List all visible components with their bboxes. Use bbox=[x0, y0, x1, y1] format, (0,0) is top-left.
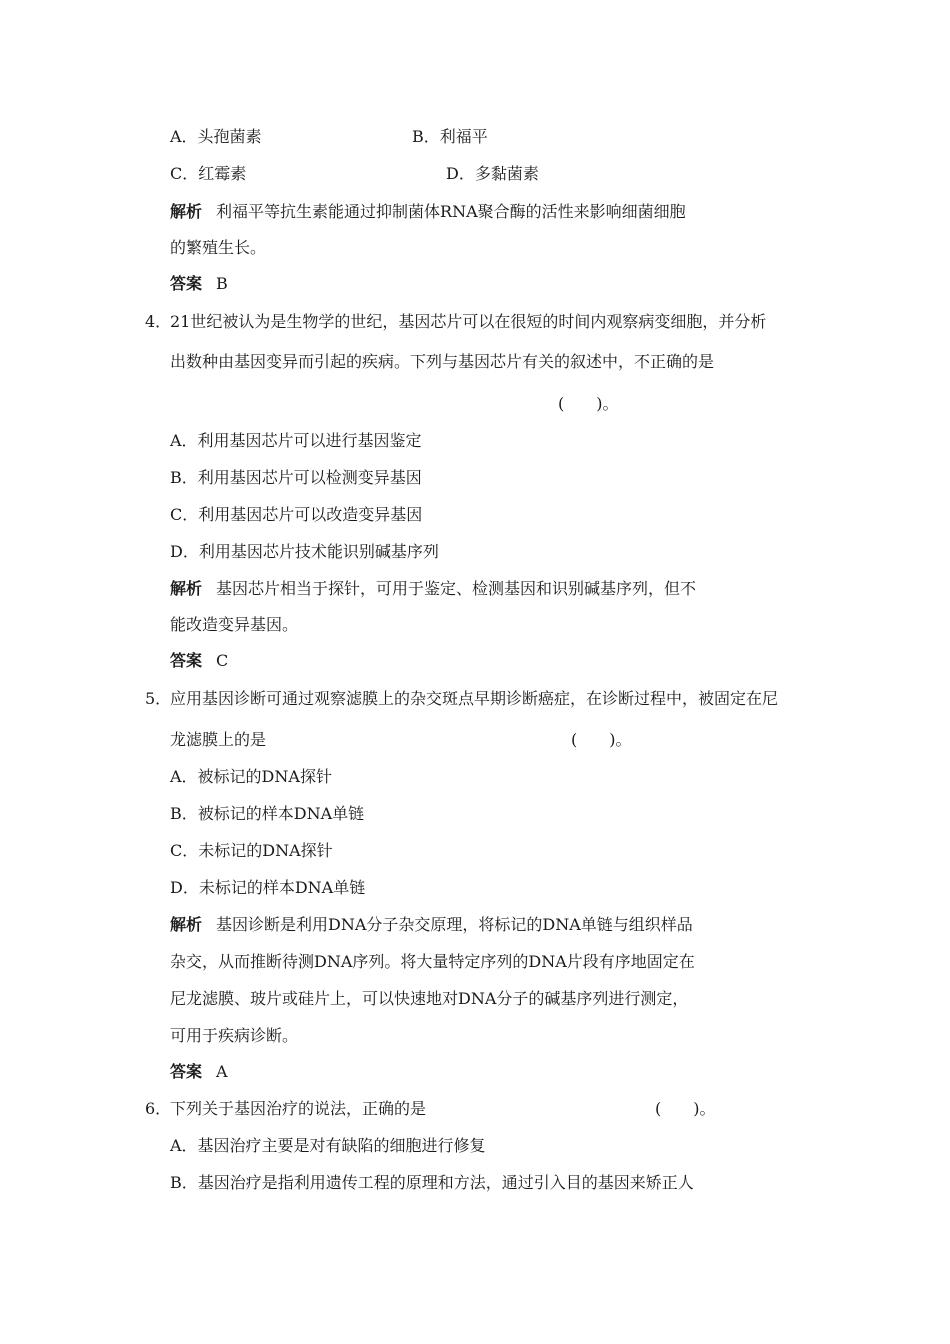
analysis-text: 基因芯片相当于探针，可用于鉴定、检测基因和识别碱基序列，但不 bbox=[216, 579, 697, 598]
q6-stem bbox=[145, 1099, 426, 1119]
question-number: 5． bbox=[145, 689, 172, 708]
answer-label: 答案 bbox=[170, 651, 203, 670]
analysis-text: 利福平等抗生素能通过抑制菌体RNA聚合酶的活性来影响细菌细胞 bbox=[216, 202, 686, 221]
q4-option-b: B．利用基因芯片可以检测变异基因 bbox=[170, 468, 422, 487]
stem-text: 下列关于基因治疗的说法，正确的是 bbox=[170, 1099, 427, 1118]
q5-analysis bbox=[170, 915, 693, 935]
q5-answer-blank: ( )。 bbox=[571, 730, 632, 749]
question-number: 4． bbox=[145, 312, 172, 331]
q3-analysis bbox=[170, 202, 686, 222]
answer-label: 答案 bbox=[170, 1062, 203, 1081]
q5-option-d: D．未标记的样本DNA单链 bbox=[170, 878, 366, 897]
q5-answer bbox=[170, 1062, 228, 1082]
q4-answer bbox=[170, 651, 228, 671]
q4-analysis bbox=[170, 579, 696, 599]
q5-analysis-cont-1: 杂交，从而推断待测DNA序列。将大量特定序列的DNA片段有序地固定在 bbox=[170, 952, 695, 971]
answer-label: 答案 bbox=[170, 274, 203, 293]
q3-option-b: B．利福平 bbox=[412, 127, 488, 146]
analysis-label: 解析 bbox=[170, 579, 203, 598]
q3-answer bbox=[170, 274, 228, 294]
q4-option-c: C．利用基因芯片可以改造变异基因 bbox=[170, 505, 423, 524]
q5-analysis-cont-3: 可用于疾病诊断。 bbox=[170, 1026, 299, 1045]
analysis-label: 解析 bbox=[170, 202, 203, 221]
answer-value: B bbox=[216, 274, 228, 293]
q3-option-d: D．多黏菌素 bbox=[446, 164, 539, 183]
question-number: 6． bbox=[145, 1099, 172, 1118]
q3-option-a: A．头孢菌素 bbox=[170, 127, 262, 146]
stem-text: 应用基因诊断可通过观察滤膜上的杂交斑点早期诊断癌症，在诊断过程中，被固定在尼 bbox=[170, 689, 779, 708]
analysis-label: 解析 bbox=[170, 915, 203, 934]
q5-option-a: A．被标记的DNA探针 bbox=[170, 767, 332, 786]
stem-text: 21世纪被认为是生物学的世纪，基因芯片可以在很短的时间内观察病变细胞，并分析 bbox=[170, 312, 767, 331]
answer-value: A bbox=[216, 1062, 228, 1081]
q4-analysis-cont: 能改造变异基因。 bbox=[170, 615, 299, 634]
q5-stem bbox=[145, 689, 778, 709]
q3-analysis-cont: 的繁殖生长。 bbox=[170, 238, 267, 257]
q4-option-d: D．利用基因芯片技术能识别碱基序列 bbox=[170, 542, 439, 561]
q5-analysis-cont-2: 尼龙滤膜、玻片或硅片上，可以快速地对DNA分子的碱基序列进行测定， bbox=[170, 989, 689, 1008]
q3-option-c: C．红霉素 bbox=[170, 164, 247, 183]
q4-option-a: A．利用基因芯片可以进行基因鉴定 bbox=[170, 431, 422, 450]
q6-option-b: B．基因治疗是指利用遗传工程的原理和方法，通过引入目的基因来矫正人 bbox=[170, 1173, 694, 1192]
answer-value: C bbox=[216, 651, 229, 670]
q4-stem bbox=[145, 312, 766, 332]
q5-option-b: B．被标记的样本DNA单链 bbox=[170, 804, 365, 823]
q4-answer-blank: ( )。 bbox=[558, 394, 619, 413]
q6-answer-blank: ( )。 bbox=[655, 1099, 716, 1118]
q5-option-c: C．未标记的DNA探针 bbox=[170, 841, 333, 860]
q5-stem-cont: 龙滤膜上的是 bbox=[170, 730, 267, 749]
q6-option-a: A．基因治疗主要是对有缺陷的细胞进行修复 bbox=[170, 1136, 486, 1155]
q4-stem-cont: 出数种由基因变异而引起的疾病。下列与基因芯片有关的叙述中，不正确的是 bbox=[170, 352, 715, 371]
analysis-text: 基因诊断是利用DNA分子杂交原理，将标记的DNA单链与组织样品 bbox=[216, 915, 693, 934]
